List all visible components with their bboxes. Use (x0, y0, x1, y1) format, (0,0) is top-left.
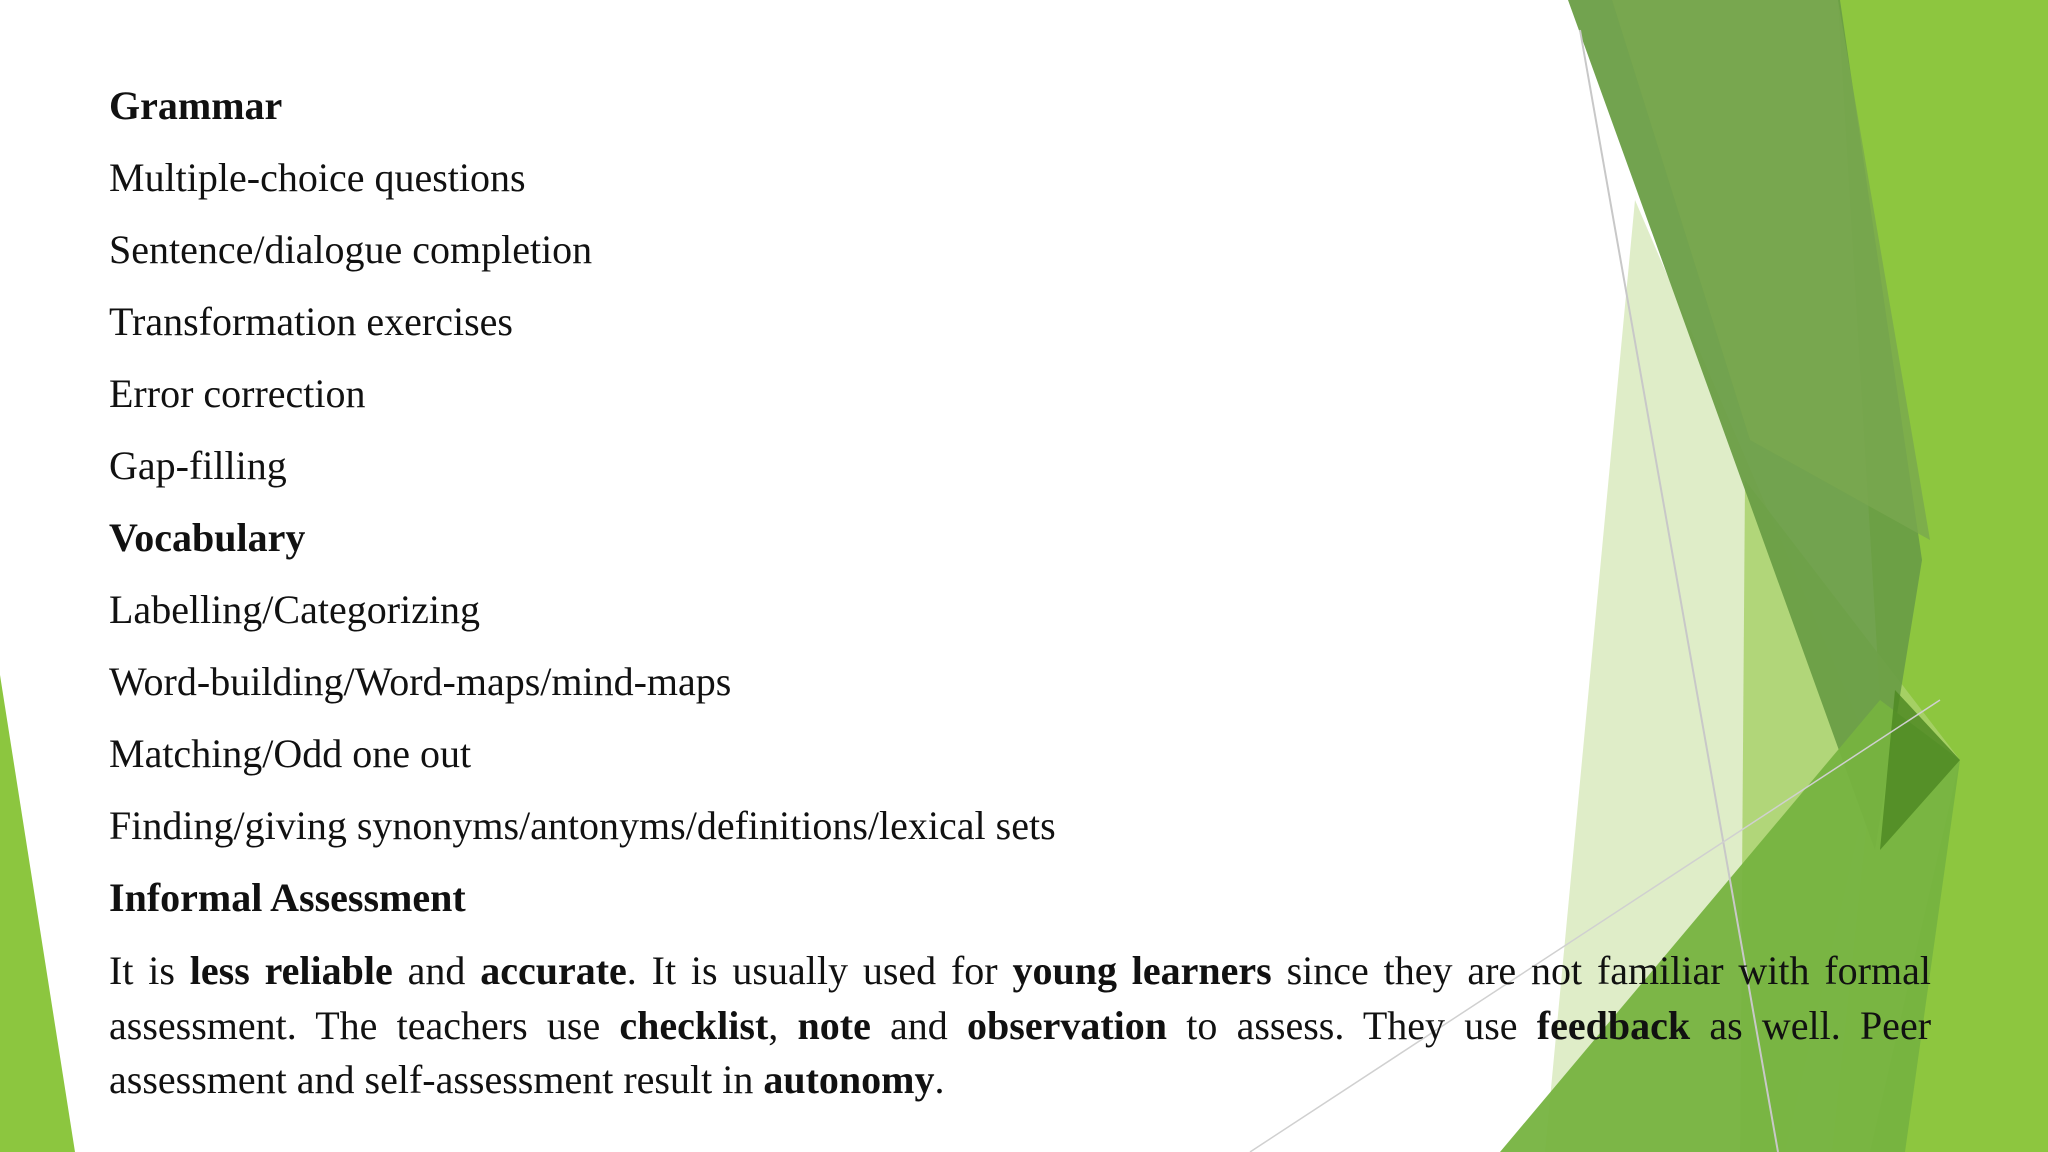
para-bold: note (797, 1002, 871, 1048)
grammar-heading: Grammar (109, 83, 283, 128)
para-bold: observation (967, 1002, 1168, 1048)
para-text: as well. Peer assessment and self-assessment result in (109, 1002, 1932, 1102)
vocabulary-item: Labelling/Categorizing (109, 587, 480, 632)
para-text: since they are not familiar with formal assessment. The teachers use (109, 948, 1931, 1048)
grammar-item: Sentence/dialogue completion (109, 227, 593, 272)
para-bold: young learners (1012, 948, 1272, 993)
informal-assessment-heading: Informal Assessment (109, 875, 466, 920)
para-text: to assess. They use (1167, 1002, 1537, 1048)
grammar-item: Gap-filling (109, 443, 287, 488)
left-green-wedge (0, 675, 75, 1152)
para-text: and (870, 1002, 968, 1048)
vocabulary-heading: Vocabulary (109, 515, 306, 560)
para-text: and (392, 948, 481, 993)
para-bold: autonomy (763, 1057, 935, 1102)
informal-assessment-paragraph (109, 944, 1931, 1108)
vocabulary-item: Matching/Odd one out (109, 731, 472, 776)
para-text: . It is usually used for (626, 948, 1013, 993)
slide-content (109, 76, 1931, 1108)
para-text: . (934, 1057, 945, 1102)
grammar-item: Transformation exercises (109, 299, 513, 344)
para-text: , (768, 1002, 798, 1048)
vocabulary-item: Finding/giving synonyms/antonyms/definitions/lexical sets (109, 803, 1056, 848)
grammar-item: Multiple-choice questions (109, 155, 526, 200)
grammar-item: Error correction (109, 371, 366, 416)
vocabulary-item: Word-building/Word-maps/mind-maps (109, 659, 732, 704)
para-bold: accurate (480, 948, 627, 993)
para-bold: less reliable (189, 948, 393, 993)
para-bold: feedback (1536, 1002, 1691, 1048)
para-text: It is (109, 948, 190, 993)
para-bold: checklist (619, 1002, 769, 1048)
